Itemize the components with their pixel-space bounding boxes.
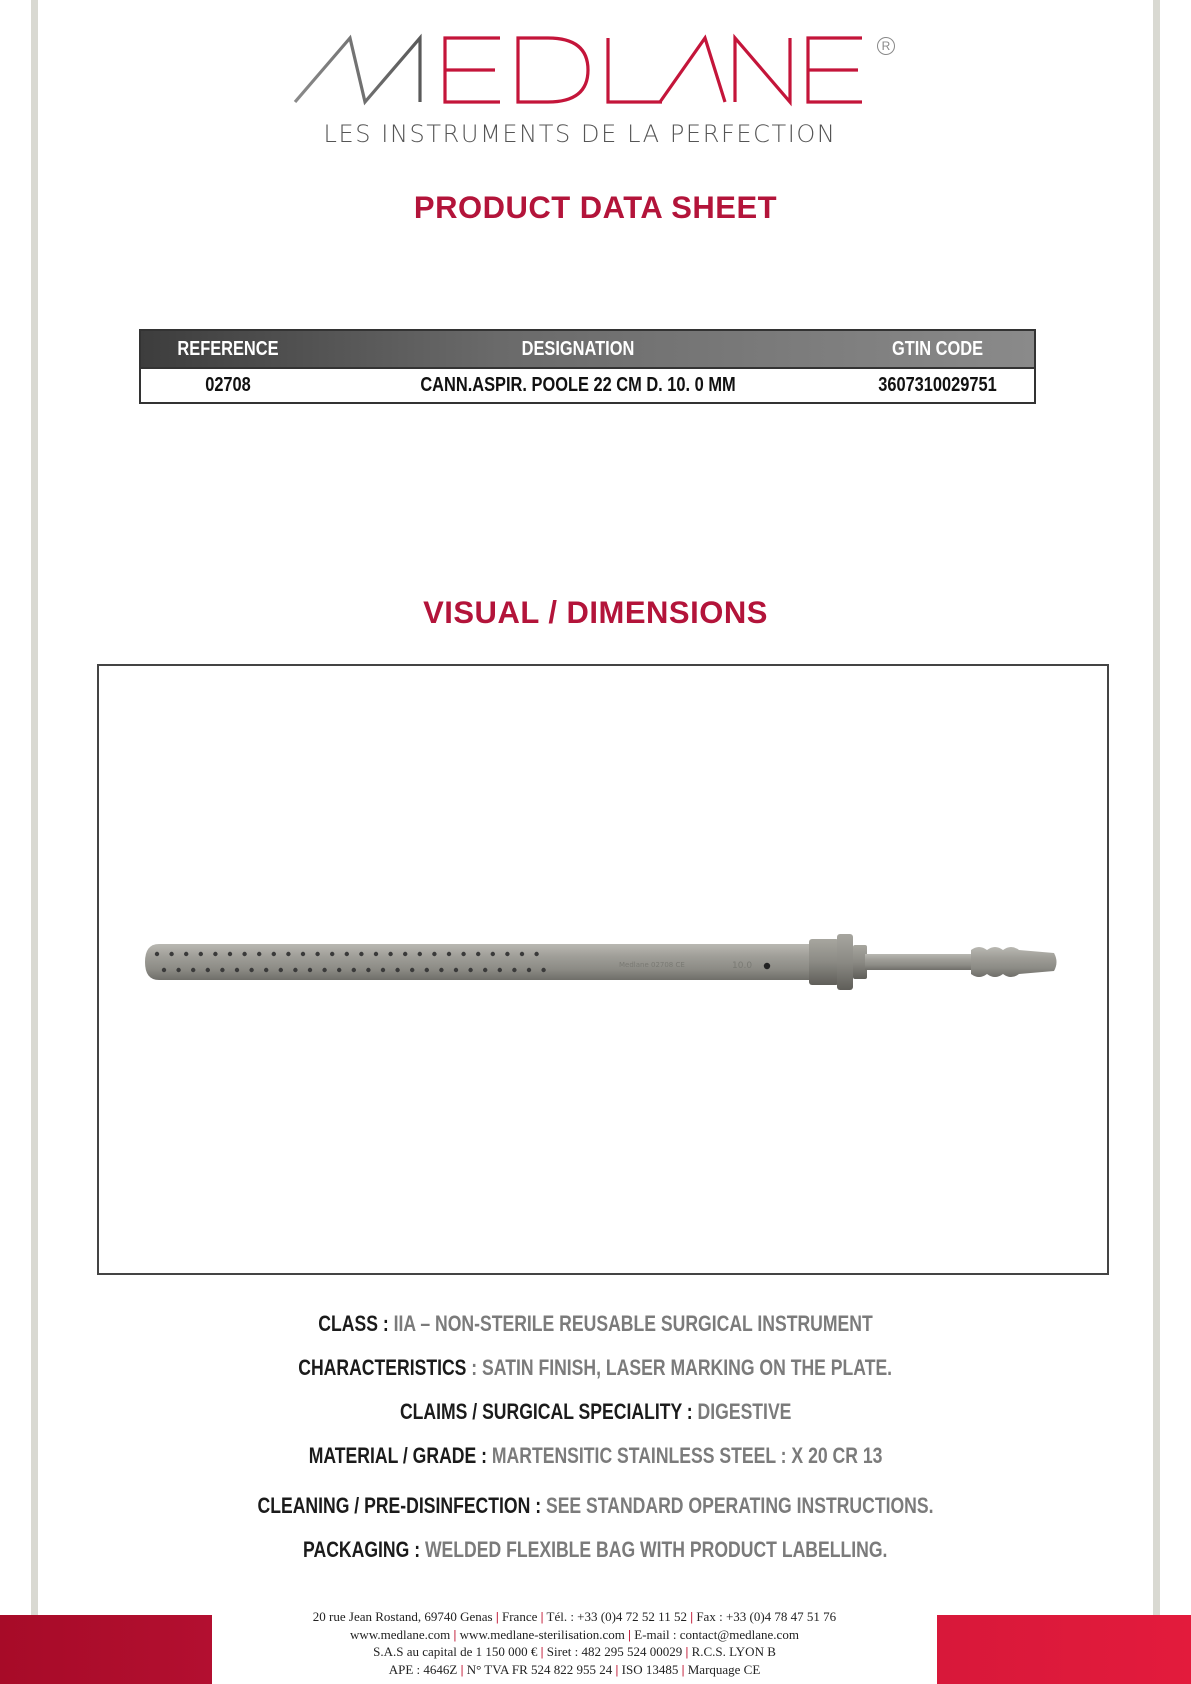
perforation-hole: [184, 952, 188, 956]
perforation-hole: [403, 952, 407, 956]
perforation-hole: [176, 968, 180, 972]
perforation-hole: [418, 952, 422, 956]
spec-cleaning: [0, 1493, 1191, 1519]
perforation-hole: [322, 968, 326, 972]
perforation-hole: [249, 968, 253, 972]
header-designation: DESIGNATION: [521, 337, 635, 360]
spec-material: [0, 1443, 1191, 1469]
perforation-hole: [242, 952, 246, 956]
perforation-hole: [352, 968, 356, 972]
footer-iso: ISO 13485: [621, 1661, 679, 1677]
header-reference: REFERENCE: [177, 337, 279, 360]
footer-red-band-left: [0, 1615, 212, 1684]
spec-characteristics-value: : SATIN FINISH, LASER MARKING ON THE PLATE.: [466, 1355, 893, 1380]
perforation-hole: [279, 968, 283, 972]
perforation-hole: [330, 952, 334, 956]
perforation-hole: [286, 952, 290, 956]
perforation-hole: [388, 952, 392, 956]
perforation-hole: [395, 968, 399, 972]
perforation-hole: [468, 968, 472, 972]
perforation-hole: [439, 968, 443, 972]
footer-sterilisation-link[interactable]: www.medlane-sterilisation.com: [459, 1626, 625, 1642]
spec-cleaning-value: SEE STANDARD OPERATING INSTRUCTIONS.: [541, 1493, 934, 1518]
perforation-hole: [301, 952, 305, 956]
spec-packaging-value: WELDED FLEXIBLE BAG WITH PRODUCT LABELLING.: [420, 1537, 888, 1562]
perforation-hole: [293, 968, 297, 972]
perforation-hole: [498, 968, 502, 972]
perforation-hole: [476, 952, 480, 956]
perforation-hole: [272, 952, 276, 956]
footer-line-certs: APE : 4646Z | N° TVA FR 524 822 955 24 | ISO 13485 | Marquage CE: [388, 1661, 761, 1677]
perforation-hole: [162, 968, 166, 972]
cannula-image: [99, 666, 1107, 1273]
footer-phone: Tél. : +33 (0)4 72 52 11 52: [546, 1609, 687, 1624]
perforation-hole: [425, 968, 429, 972]
cell-designation: CANN.ASPIR. POOLE 22 CM D. 10. 0 MM: [420, 374, 736, 396]
perforation-hole: [206, 968, 210, 972]
spec-claims-label: CLAIMS / SURGICAL SPECIALITY :: [399, 1399, 693, 1424]
perforation-hole: [461, 952, 465, 956]
perforation-hole: [374, 952, 378, 956]
perforation-hole: [447, 952, 451, 956]
perforation-hole: [527, 968, 531, 972]
perforation-hole: [381, 968, 385, 972]
footer-address: 20 rue Jean Rostand, 69740 Genas: [312, 1609, 493, 1624]
footer-red-band-right: [937, 1615, 1191, 1684]
perforation-hole: [220, 968, 224, 972]
footer-line-legal: S.A.S au capital de 1 150 000 € | Siret : 482 295 524 00029 | R.C.S. LYON B: [373, 1644, 776, 1659]
footer-website-link[interactable]: www.medlane.com: [350, 1626, 451, 1642]
footer-country: France: [501, 1609, 538, 1624]
perforation-hole: [235, 968, 239, 972]
table-header-row: [141, 331, 1034, 367]
visual-dimensions-title: VISUAL / DIMENSIONS: [423, 594, 768, 631]
cell-gtin-code: 3607310029751: [878, 374, 997, 396]
perforation-hole: [228, 952, 232, 956]
perforation-hole: [491, 952, 495, 956]
footer-ape: APE : 4646Z: [388, 1661, 458, 1677]
spec-material-label: MATERIAL / GRADE :: [308, 1443, 487, 1468]
perforation-hole: [483, 968, 487, 972]
perforation-hole: [505, 952, 509, 956]
spec-class-label: CLASS :: [318, 1311, 389, 1336]
registered-mark: R: [877, 37, 895, 55]
perforation-hole: [155, 952, 159, 956]
perforation-hole: [199, 952, 203, 956]
logo-wordmark-graphic: [290, 30, 870, 110]
perforation-hole: [512, 968, 516, 972]
perforation-hole: [534, 952, 538, 956]
perforation-hole: [191, 968, 195, 972]
perforation-hole: [366, 968, 370, 972]
perforation-hole: [337, 968, 341, 972]
perforation-hole: [169, 952, 173, 956]
spec-claims-value: DIGESTIVE: [692, 1399, 792, 1424]
spec-class-value: IIA – NON-STERILE REUSABLE SURGICAL INSTRUMENT: [388, 1311, 873, 1336]
etched-marking: Medlane 02708 CE: [619, 961, 685, 969]
perforation-hole: [257, 952, 261, 956]
footer-email[interactable]: E-mail : contact@medlane.com: [634, 1626, 799, 1642]
company-footer: [212, 1608, 937, 1678]
perforation-hole: [520, 952, 524, 956]
header-gtin-code: GTIN CODE: [891, 337, 984, 360]
spec-characteristics: [0, 1355, 1191, 1381]
perforation-hole: [410, 968, 414, 972]
spec-cleaning-label: CLEANING / PRE-DISINFECTION :: [257, 1493, 542, 1518]
footer-line-address: 20 rue Jean Rostand, 69740 Genas | France | Tél. : +33 (0)4 72 52 11 52 | Fax : +33 (0)4 78 47 51 76: [312, 1609, 837, 1624]
spec-packaging: [0, 1537, 1191, 1563]
spec-characteristics-label: CHARACTERISTICS: [298, 1355, 467, 1380]
cell-reference: 02708: [205, 374, 251, 396]
footer-line-web: www.medlane.com | www.medlane-sterilisation.com | E-mail : contact@medlane.com: [350, 1626, 799, 1642]
perforation-hole: [315, 952, 319, 956]
perforation-hole: [345, 952, 349, 956]
perforation-hole: [213, 952, 217, 956]
table-row: [141, 367, 1034, 402]
perforation-hole: [541, 968, 545, 972]
logo-tagline: LES INSTRUMENTS DE LA PERFECTION: [323, 120, 837, 148]
perforation-hole: [308, 968, 312, 972]
product-visual-frame: [97, 664, 1109, 1275]
spec-material-value: MARTENSITIC STAINLESS STEEL : X 20 CR 13: [486, 1443, 883, 1468]
medlane-logo: [290, 30, 900, 150]
footer-fax: Fax : +33 (0)4 78 47 51 76: [696, 1609, 837, 1624]
reference-table: [139, 329, 1036, 404]
footer-capital: S.A.S au capital de 1 150 000 €: [373, 1644, 538, 1659]
spec-packaging-label: PACKAGING :: [303, 1537, 421, 1562]
footer-vat: N° TVA FR 524 822 955 24: [466, 1661, 613, 1677]
footer-siret: Siret : 482 295 524 00029: [546, 1644, 683, 1659]
perforation-hole: [359, 952, 363, 956]
product-data-sheet-title: PRODUCT DATA SHEET: [413, 189, 778, 226]
footer-rcs: R.C.S. LYON B: [691, 1644, 776, 1659]
size-marking: 10.0: [732, 961, 753, 971]
footer-ce-marking: Marquage CE: [687, 1661, 761, 1677]
spec-class: [0, 1311, 1191, 1337]
spec-claims: [0, 1399, 1191, 1425]
perforation-hole: [454, 968, 458, 972]
perforation-hole: [264, 968, 268, 972]
perforation-hole: [432, 952, 436, 956]
